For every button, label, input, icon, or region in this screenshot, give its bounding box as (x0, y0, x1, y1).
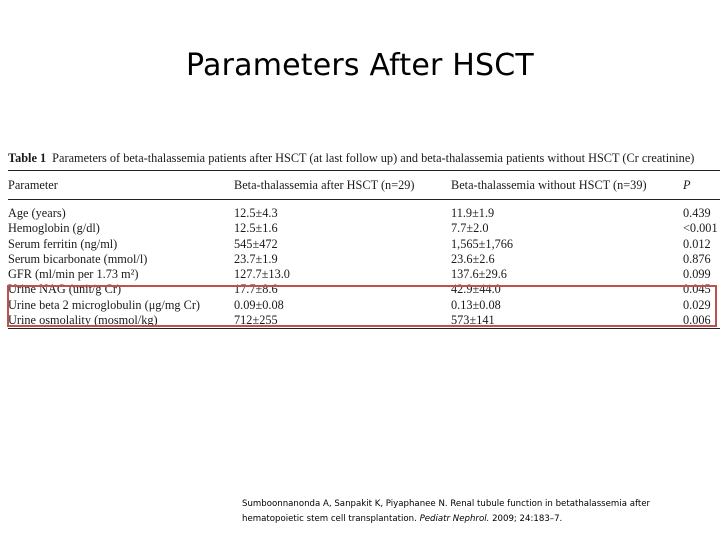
after-hsct-cell: 545±472 (234, 236, 278, 251)
header-row (8, 171, 720, 200)
citation (242, 497, 712, 527)
p-value-cell: 0.439 (683, 206, 711, 220)
param-cell: Urine beta 2 microglobulin (μg/mg Cr) (8, 297, 201, 312)
table-row (8, 252, 720, 267)
without-hsct-cell: 42.9±44.0 (451, 282, 501, 297)
param-cell: Serum bicarbonate (mmol/l) (8, 251, 148, 266)
without-hsct-cell: 23.6±2.6 (451, 251, 495, 266)
p-value-cell: 0.006 (683, 313, 720, 329)
param-cell: Urine osmolality (mosmol/kg) (8, 313, 234, 329)
citation-journal: Pediatr Nephrol. (419, 514, 490, 524)
p-value-cell: 0.045 (683, 282, 711, 297)
param-cell: Serum ferritin (ng/ml) (8, 236, 118, 251)
table-row (8, 221, 720, 236)
without-hsct-cell: 137.6±29.6 (451, 267, 507, 282)
param-cell: Urine NAG (unit/g Cr) (8, 282, 122, 297)
without-hsct-cell: 1,565±1,766 (451, 236, 514, 251)
header-parameter: Parameter (8, 171, 234, 200)
after-hsct-cell: 23.7±1.9 (234, 251, 278, 266)
table-label: Table 1 (8, 151, 47, 165)
after-hsct-cell: 12.5±1.6 (234, 221, 278, 236)
table-row (8, 237, 720, 252)
p-value-cell: 0.029 (683, 297, 711, 312)
header-p-value: P (683, 171, 720, 200)
param-cell: GFR (ml/min per 1.73 m²) (8, 267, 139, 282)
after-hsct-cell: 17.7±8.6 (234, 282, 278, 297)
without-hsct-cell: 7.7±2.0 (451, 221, 489, 236)
param-cell: Hemoglobin (g/dl) (8, 221, 100, 236)
table-row (8, 267, 720, 282)
without-hsct-cell: 11.9±1.9 (451, 206, 495, 220)
param-cell: Age (years) (8, 206, 66, 220)
table-row (8, 206, 720, 221)
p-value-cell: 0.012 (683, 236, 711, 251)
table-caption-text: Parameters of beta-thalassemia patients after HSCT (at last follow up) and beta-thalassemia patients without HSCT (Cr creatinine) (52, 151, 695, 165)
after-hsct-cell: 12.5±4.3 (234, 206, 278, 220)
citation-authors: Sumboonnanonda A, Sanpakit K, Piyaphanee N. Renal tubule function in betathalassemia after hematopoietic stem cell transplantation. (242, 499, 651, 524)
p-value-cell: 0.876 (683, 251, 711, 266)
after-hsct-cell: 712±255 (234, 313, 451, 329)
slide-title: Parameters After HSCT (186, 48, 534, 83)
citation-details: 2009; 24:183–7. (492, 514, 563, 524)
p-value-cell: <0.001 (683, 221, 718, 236)
urine-rows-highlight (7, 285, 717, 327)
after-hsct-cell: 0.09±0.08 (234, 297, 284, 312)
header-after-hsct: Beta-thalassemia after HSCT (n=29) (234, 171, 451, 200)
p-value-cell: 0.099 (683, 267, 711, 282)
header-without-hsct: Beta-thalassemia without HSCT (n=39) (451, 171, 683, 200)
without-hsct-cell: 573±141 (451, 313, 683, 329)
table-caption (8, 146, 720, 171)
after-hsct-cell: 127.7±13.0 (234, 267, 290, 282)
without-hsct-cell: 0.13±0.08 (451, 297, 501, 312)
